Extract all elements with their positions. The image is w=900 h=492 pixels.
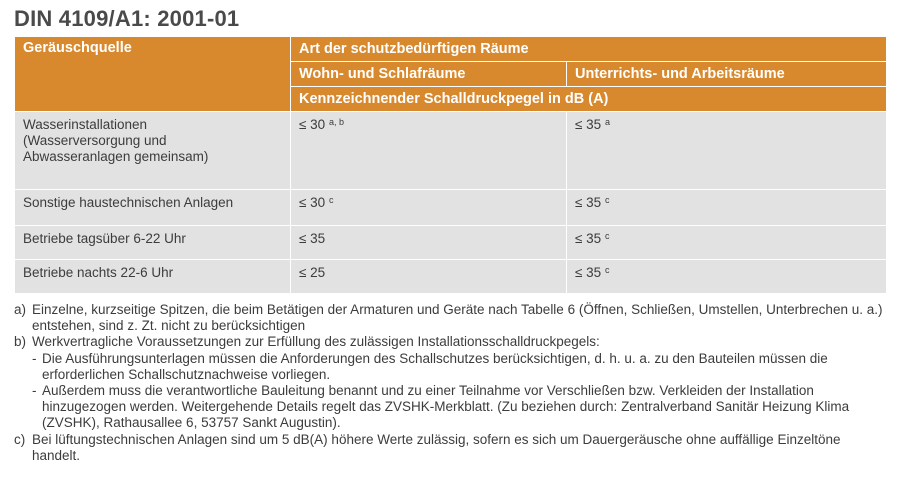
source-cell: Betriebe nachts 22-6 Uhr bbox=[15, 260, 291, 294]
value-cell-working: ≤ 35 $^c$ bbox=[567, 260, 887, 294]
footnote-a: a) Einzelne, kurzseitige Spitzen, die beim Betätigen der Armaturen und Geräte nach Tabelle 6 (Öffnen, Schließen, Umstellen, Unterbrechen u. a.) entstehen, sind z. Zt. nicht zu berücksichtigen bbox=[14, 302, 883, 334]
value-cell-living: ≤ 30 $^{a, b}$ bbox=[291, 112, 567, 190]
table-row bbox=[15, 226, 887, 260]
table-row bbox=[15, 112, 887, 190]
header-sound-pressure-level: Kennzeichnender Schalldruckpegel in dB (A) bbox=[291, 87, 887, 112]
header-teaching-working: Unterrichts- und Arbeitsräume bbox=[567, 62, 887, 87]
footnote-b: b) Werkvertragliche Voraussetzungen zur Erfüllung des zulässigen Installationsschalldruckpegels: bbox=[14, 334, 600, 350]
source-cell: Sonstige haustechnischen Anlagen bbox=[15, 190, 291, 226]
value-cell-working: ≤ 35 $^a$ bbox=[567, 112, 887, 190]
source-cell: Betriebe tagsüber 6-22 Uhr bbox=[15, 226, 291, 260]
value-cell-living: ≤ 30 $^c$ bbox=[291, 190, 567, 226]
header-living-sleeping: Wohn- und Schlafräume bbox=[291, 62, 567, 87]
source-cell: Wasserinstallationen (Wasserversorgung und Abwasseranlagen gemeinsam) bbox=[15, 112, 291, 190]
footnote-b-item-2: - Außerdem muss die verantwortliche Bauleitung benannt und zu einer Teilnahme vor Verschließen bzw. Verkleiden der Installation hinzugezogen werden. Weitergehende Details regelt das ZVSHK-Merkblatt. (Zu beziehen durch: Zentralverband Sanitär Heizung Klima (ZVSHK), Rathausallee 6, 53757 Sankt Augustin). bbox=[32, 383, 850, 431]
value-cell-working: ≤ 35 $^c$ bbox=[567, 226, 887, 260]
footnote-b-item-1: - Die Ausführungsunterlagen müssen die Anforderungen des Schallschutzes berücksichtigen, d. h. u. a. zu den Bauteilen müssen die erforderlichen Schallschutznachweise vorliegen. bbox=[32, 350, 828, 382]
value-cell-living: ≤ 25 bbox=[291, 260, 567, 294]
footnotes bbox=[14, 302, 890, 464]
value-cell-living: ≤ 35 bbox=[291, 226, 567, 260]
header-room-types: Art der schutzbedürftigen Räume bbox=[291, 37, 887, 62]
value-cell-working: ≤ 35 $^c$ bbox=[567, 190, 887, 226]
document-title: DIN 4109/A1: 2001-01 bbox=[14, 6, 240, 31]
noise-requirements-table bbox=[14, 36, 887, 294]
table-row bbox=[15, 260, 887, 294]
header-noise-source: Geräuschquelle bbox=[15, 37, 291, 112]
table-row bbox=[15, 190, 887, 226]
footnote-c: c) Bei lüftungstechnischen Anlagen sind um 5 dB(A) höhere Werte zulässig, sofern es sich um Dauergeräusche ohne auffällige Einzeltöne handelt. bbox=[14, 431, 841, 463]
